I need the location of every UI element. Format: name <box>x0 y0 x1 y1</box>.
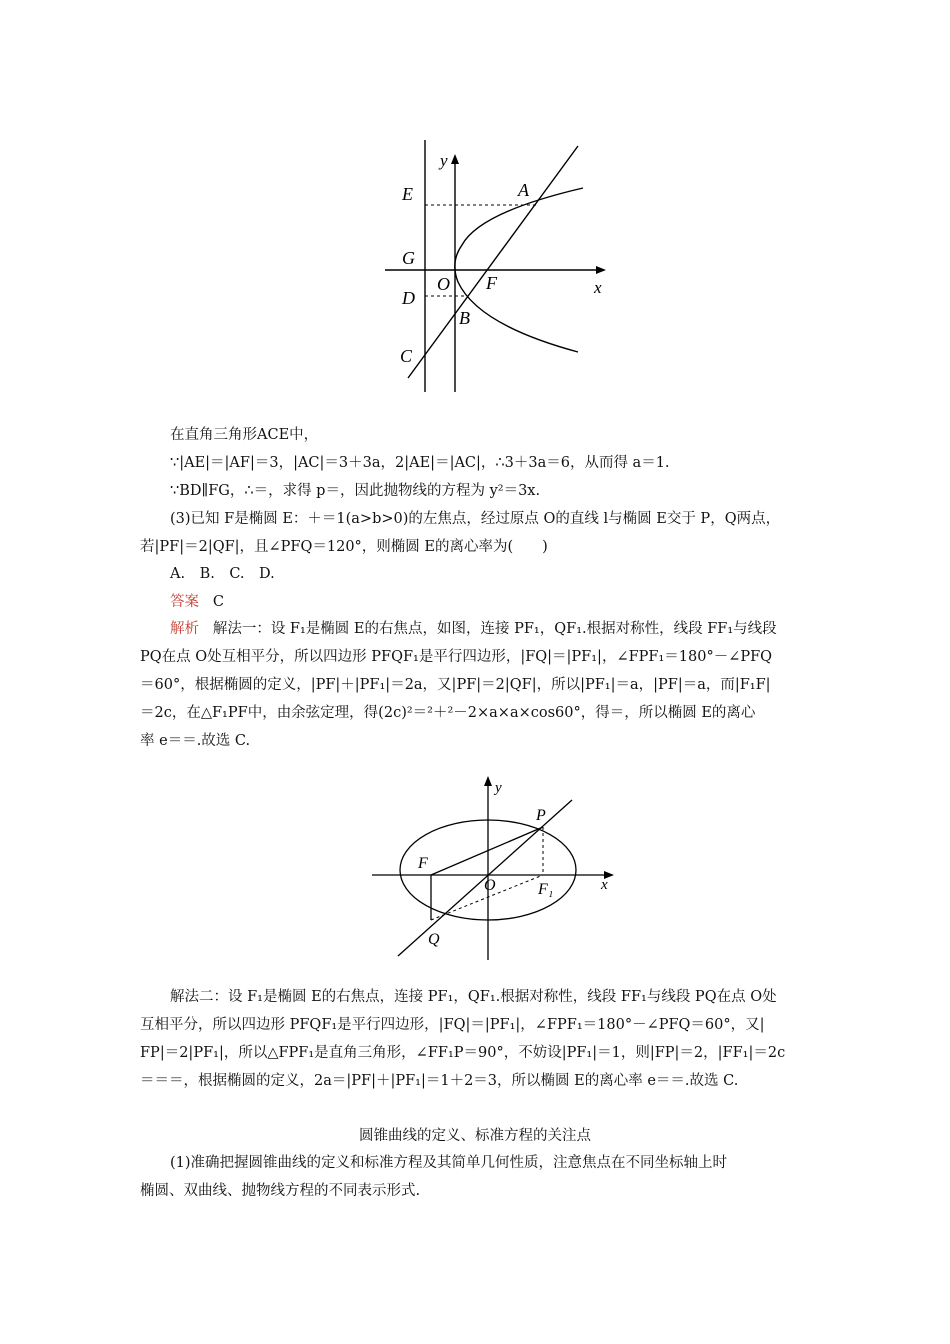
analysis-text: FP|＝2|PF₁|，所以△FPF₁是直角三角形，∠FF₁P＝90°，不妨设|PF₁|＝1，则|FP|＝2，|FF₁|＝2c <box>140 1045 786 1061</box>
question-text: 若|PF|＝2|QF|，且∠PFQ＝120°，则椭圆 E的离心率为( ) <box>140 539 548 555</box>
label-y: y <box>440 151 448 170</box>
label-G: G <box>402 248 415 268</box>
label-x: x <box>601 877 608 893</box>
text-line: 在直角三角形ACE中， <box>170 427 319 443</box>
label-F1: F₁ <box>538 881 554 898</box>
analysis-text: ＝60°，根据椭圆的定义，|PF|＋|PF₁|＝2a，又|PF|＝2|QF|，所以|PF₁|＝a，|PF|＝a，而|F₁F| <box>140 677 771 693</box>
x-axis-arrow <box>596 266 606 274</box>
label-Q: Q <box>428 931 440 948</box>
label-A: A <box>518 180 529 200</box>
analysis-text: 解法一：设 F₁是椭圆 E的右焦点，如图，连接 PF₁，QF₁.根据对称性，线段 FF₁与线段 <box>212 621 777 637</box>
segment-FP <box>431 827 543 875</box>
answer-label: 答案 <box>170 594 199 610</box>
analysis-text: 互相平分，所以四边形 PFQF₁是平行四边形，|FQ|＝|PF₁|，∠FPF₁＝180°－∠PFQ＝60°，又| <box>140 1017 765 1033</box>
label-B: B <box>459 308 470 328</box>
label-F: F <box>486 273 497 293</box>
label-O: O <box>484 877 496 894</box>
analysis-label: 解析 <box>170 621 199 637</box>
label-E: E <box>402 184 413 204</box>
label-P: P <box>536 807 546 824</box>
analysis-text: 解法二：设 F₁是椭圆 E的右焦点，连接 PF₁，QF₁.根据对称性，线段 FF₁与线段 PQ在点 O处 <box>170 989 777 1005</box>
analysis-text: PQ在点 O处互相平分，所以四边形 PFQF₁是平行四边形，|FQ|＝|PF₁|，∠FPF₁＝180°－∠PFQ <box>140 649 773 665</box>
ellipse-figure <box>360 765 620 965</box>
analysis-text: ＝2c，在△F₁PF中，由余弦定理，得(2c)²＝²＋²－2×a×a×cos60°，得＝，所以椭圆 E的离心 <box>140 705 756 721</box>
answer-line <box>170 591 860 613</box>
label-y: y <box>495 780 502 796</box>
section-heading: 圆锥曲线的定义、标准方程的关注点 <box>359 1128 591 1144</box>
text-line: ∵|AE|＝|AF|＝3，|AC|＝3＋3a，2|AE|＝|AC|，∴3＋3a＝6，从而得 a＝1. <box>170 455 670 471</box>
label-C: C <box>400 346 413 366</box>
y-axis-arrow <box>484 776 492 786</box>
label-O: O <box>437 274 450 294</box>
answer-value: C <box>212 594 224 610</box>
analysis-text: ＝＝＝，根据椭圆的定义，2a＝|PF|＋|PF₁|＝1＋2＝3，所以椭圆 E的离心率 e＝＝.故选 C. <box>140 1073 739 1089</box>
question-text: (3)已知 F是椭圆 E：＋＝1(a>b>0)的左焦点，经过原点 O的直线 l与椭圆 E交于 P，Q两点， <box>170 511 781 527</box>
y-axis-arrow <box>451 154 459 164</box>
label-x: x <box>594 278 602 297</box>
analysis-line <box>170 618 860 640</box>
body-text: (1)准确把握圆锥曲线的定义和标准方程及其简单几何性质，注意焦点在不同坐标轴上时 <box>170 1155 728 1171</box>
analysis-text: 率 e＝＝.故选 C. <box>140 733 251 749</box>
label-D: D <box>402 288 415 308</box>
focal-chord-line <box>408 146 578 378</box>
parabola-figure <box>370 120 630 420</box>
label-F: F <box>418 855 428 872</box>
body-text: 椭圆、双曲线、抛物线方程的不同表示形式. <box>140 1183 421 1199</box>
text-line: ∵BD∥FG，∴＝，求得 p＝，因此抛物线的方程为 y²＝3x. <box>170 483 541 499</box>
choices: A. B. C. D. <box>170 566 275 582</box>
